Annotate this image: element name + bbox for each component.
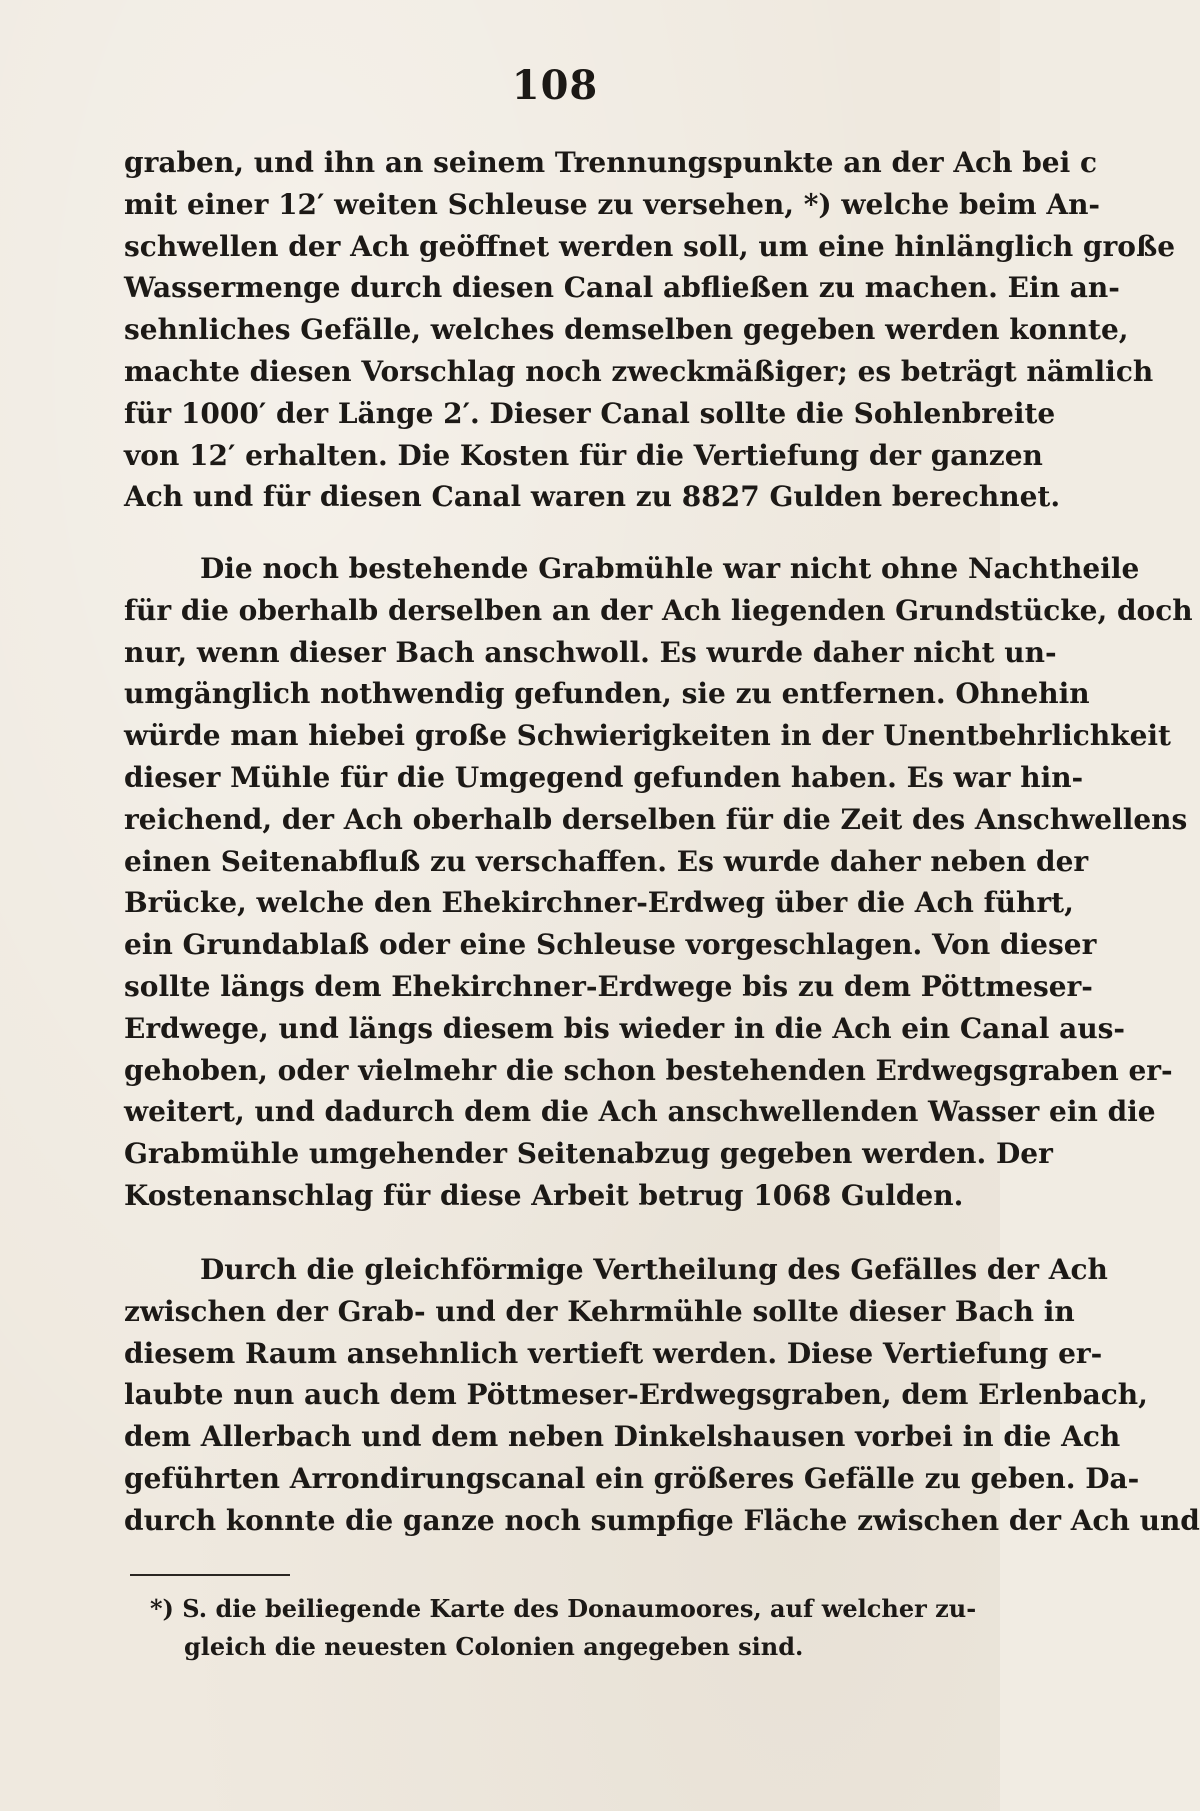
page-number: 108: [511, 62, 599, 109]
text-line: für 1000′ der Länge 2′. Dieser Canal sollte die Sohlenbreite: [124, 396, 1056, 430]
text-line: Kostenanschlag für diese Arbeit betrug 1068 Gulden.: [124, 1178, 964, 1212]
text-line: durch konnte die ganze noch sumpfige Fläche zwischen der Ach und: [124, 1503, 1200, 1537]
footnote-line: gleich die neuesten Colonien angegeben sind.: [184, 1632, 804, 1661]
text-line: nur, wenn dieser Bach anschwoll. Es wurde daher nicht un-: [124, 635, 1057, 669]
text-line: zwischen der Grab- und der Kehrmühle sollte dieser Bach in: [124, 1294, 1075, 1328]
text-line: für die oberhalb derselben an der Ach liegenden Grundstücke, doch: [124, 593, 1193, 627]
text-line: würde man hiebei große Schwierigkeiten in der Unentbehrlichkeit: [124, 719, 1171, 753]
text-line: ein Grundablaß oder eine Schleuse vorgeschlagen. Von dieser: [124, 928, 1097, 962]
text-line: Durch die gleichförmige Vertheilung des Gefälles der Ach: [200, 1253, 1108, 1286]
text-line: umgänglich nothwendig gefunden, sie zu entfernen. Ohnehin: [124, 677, 1090, 711]
text-line: reichend, der Ach oberhalb derselben für die Zeit des Anschwellens: [124, 802, 1188, 836]
footnote-line: *) S. die beiliegende Karte des Donaumoores, auf welcher zu-: [150, 1594, 977, 1623]
text-line: von 12′ erhalten. Die Kosten für die Vertiefung der ganzen: [124, 438, 1043, 472]
text-line: sollte längs dem Ehekirchner-Erdwege bis zu dem Pöttmeser-: [124, 969, 1093, 1003]
text-line: dieser Mühle für die Umgegend gefunden haben. Es war hin-: [124, 760, 1084, 794]
text-line: machte diesen Vorschlag noch zweckmäßiger; es beträgt nämlich: [124, 354, 1154, 388]
text-line: graben, und ihn an seinem Trennungspunkte an der Ach bei c: [124, 146, 1098, 179]
text-line: einen Seitenabfluß zu verschaffen. Es wurde daher neben der: [124, 844, 1089, 878]
text-line: mit einer 12′ weiten Schleuse zu versehen, *) welche beim An-: [124, 187, 1101, 221]
footnote-divider: [130, 1574, 290, 1576]
text-line: laubte nun auch dem Pöttmeser-Erdwegsgraben, dem Erlenbach,: [124, 1378, 1148, 1412]
paragraph-2: [124, 548, 1193, 1217]
text-line: Erdwege, und längs diesem bis wieder in die Ach ein Canal aus-: [124, 1011, 1126, 1045]
text-line: weitert, und dadurch dem die Ach anschwellenden Wasser ein die: [124, 1095, 1156, 1129]
text-line: dem Allerbach und dem neben Dinkelshausen vorbei in die Ach: [124, 1420, 1121, 1454]
footnote: [150, 1590, 977, 1666]
text-line: Ach und für diesen Canal waren zu 8827 Gulden berechnet.: [124, 480, 1061, 514]
paragraph-1: [124, 142, 1176, 518]
text-line: Die noch bestehende Grabmühle war nicht ohne Nachtheile: [200, 552, 1140, 585]
paragraph-3: [124, 1249, 1200, 1542]
text-line: Brücke, welche den Ehekirchner-Erdweg über die Ach führt,: [124, 886, 1074, 920]
text-line: Wassermenge durch diesen Canal abfließen zu machen. Ein an-: [124, 271, 1120, 305]
text-line: diesem Raum ansehnlich vertieft werden. Diese Vertiefung er-: [124, 1336, 1103, 1370]
text-line: sehnliches Gefälle, welches demselben gegeben werden konnte,: [124, 313, 1129, 347]
text-line: schwellen der Ach geöffnet werden soll, um eine hinlänglich große: [124, 229, 1176, 263]
text-line: geführten Arrondirungscanal ein größeres Gefälle zu geben. Da-: [124, 1461, 1140, 1495]
text-line: Grabmühle umgehender Seitenabzug gegeben werden. Der: [124, 1137, 1053, 1171]
text-line: gehoben, oder vielmehr die schon bestehenden Erdwegsgraben er-: [124, 1053, 1173, 1087]
